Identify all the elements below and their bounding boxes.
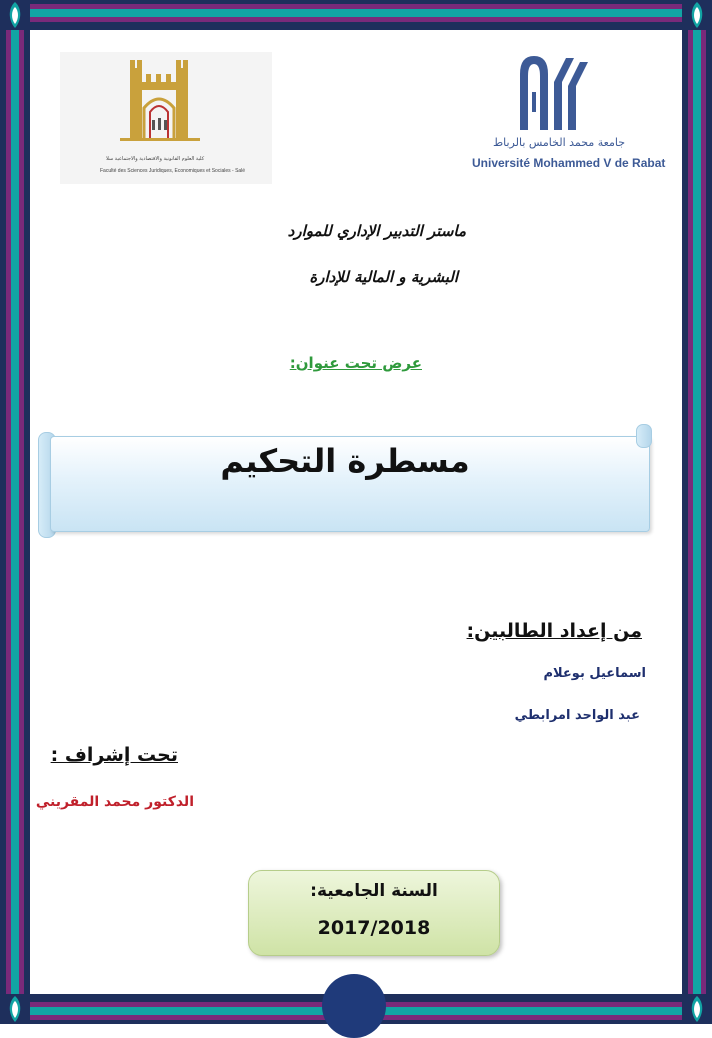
academic-year-value: 2017/2018 — [317, 917, 431, 939]
university-name-fr: Université Mohammed V de Rabat — [472, 156, 666, 170]
corner-ornament-icon — [682, 994, 712, 1024]
corner-ornament-icon — [0, 0, 30, 30]
corner-ornament-icon — [0, 994, 30, 1024]
subject-label: عرض تحت عنوان: — [289, 354, 422, 372]
university-logo — [470, 52, 666, 182]
university-name-ar: جامعة محمد الخامس بالرباط — [492, 136, 626, 149]
students-heading: من إعداد الطالبين: — [466, 620, 642, 642]
master-program-line-1: ماستر التدبير الإداري للموارد — [287, 222, 466, 240]
academic-year-label: السنة الجامعية: — [310, 881, 438, 901]
academic-year-box — [248, 870, 500, 956]
student-name: اسماعيل بوعلام — [543, 666, 646, 681]
page-number-circle — [322, 974, 386, 1038]
corner-ornament-icon — [682, 0, 712, 30]
page-border-top — [0, 0, 712, 30]
faculty-gate-logo-icon — [60, 52, 272, 152]
supervisor-name: الدكتور محمد المقريني — [35, 794, 194, 810]
faculty-caption-ar: كلية العلوم القانونية والاقتصادية والاجتماعية سلا — [106, 156, 205, 162]
page-border-right — [682, 0, 712, 1024]
student-name: عبد الواحد امرابطي — [514, 708, 640, 723]
faculty-caption-fr: Faculté des Sciences Juridiques, Economiques et Sociales - Salé — [100, 168, 246, 174]
supervision-heading: تحت إشراف : — [50, 744, 178, 766]
title-scroll-banner — [38, 424, 652, 536]
university-arch-logo-icon — [470, 52, 648, 132]
document-title: مسطرة التحكيم — [220, 442, 470, 480]
faculty-logo — [60, 52, 272, 184]
page-border-left — [0, 0, 30, 1024]
master-program-line-2: البشرية و المالية للإدارة — [309, 268, 458, 286]
